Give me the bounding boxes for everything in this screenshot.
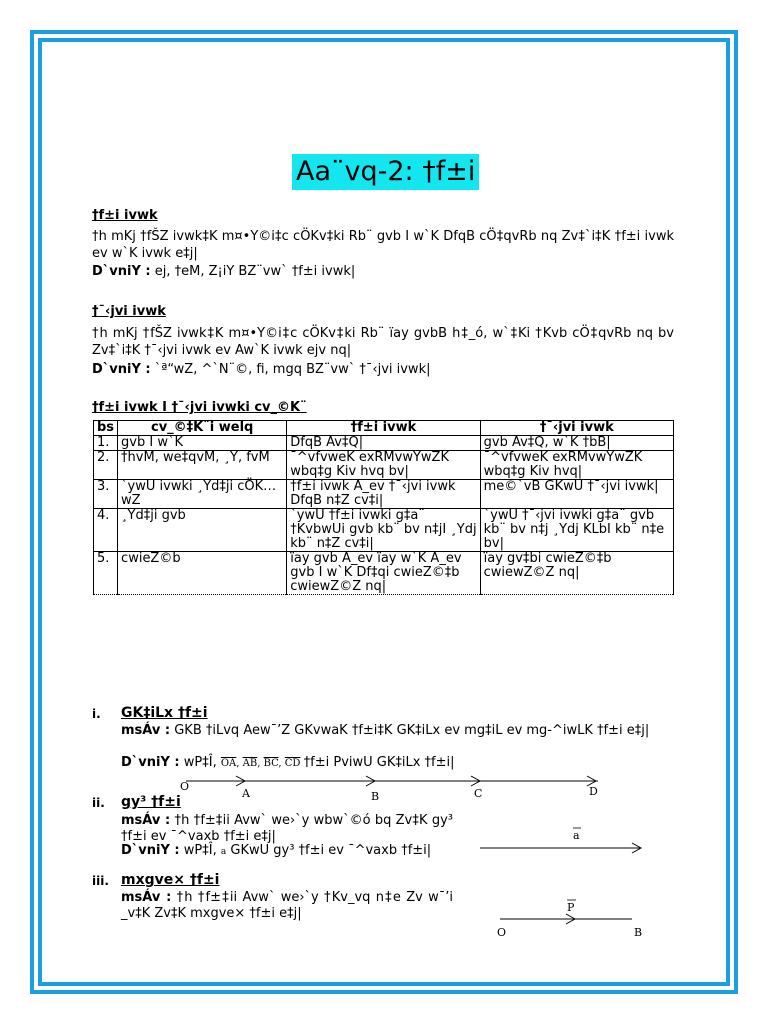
type-numeral: i.	[92, 707, 101, 721]
definition-text: GKB †iLvq Aew¯’Z GKvwaK †f±i‡K GK‡iLx ev mg‡iL ev mg-^iwLK †f±i e‡j|	[174, 723, 650, 738]
bound-vector-heading: mxgve× †f±i	[121, 872, 220, 888]
definition-label: msÁv :	[121, 890, 172, 905]
collinear-vector-heading: GK‡iLx †f±i	[121, 705, 208, 721]
table-cell: `ywU ivwki ¸Yd‡ji cÖK…wZ	[118, 480, 287, 509]
table-cell: †f±i ivwk A_ev †¯‹jvi ivwk DfqB n‡Z cv‡i|	[287, 480, 480, 509]
type-numeral: ii.	[92, 796, 105, 810]
example-tail: GKwU gy³ †f±i ev ¯^vaxb †f±i|	[230, 843, 432, 858]
table-row	[94, 451, 674, 480]
table-header-cell: †¯‹jvi ivwk	[480, 421, 673, 436]
scalar-definition: †h mKj †fŠZ ivwk‡K m¤•Y©i‡c cÖKv‡ki Rb¨ ïay gvbB h‡_ó, w`‡Ki †Kvb cÖ‡qvRb nq bv Zv‡`i‡K †¯‹jvi ivwk ev Aw`K ivwk ejv nq|	[92, 326, 674, 358]
table-cell: †hvM, we‡qvM, ¸Y, fvM	[118, 451, 287, 480]
table-cell: 1.	[94, 436, 118, 451]
point-label: A	[242, 787, 250, 800]
table-cell: ¯^vfvweK exRMvwYwZK wbq‡g Kiv hvq bv|	[287, 451, 480, 480]
vector-example	[92, 263, 674, 280]
point-label: D	[589, 785, 598, 798]
example-label: D`vniY :	[121, 755, 180, 770]
table-cell: me©`vB GKwU †¯‹jvi ivwk|	[480, 480, 673, 509]
definition-label: msÁv :	[121, 723, 171, 738]
table-cell: ¸Yd‡ji gvb	[118, 509, 287, 552]
table-cell: gvb I w`K	[118, 436, 287, 451]
scalar-example	[92, 361, 674, 378]
table-row	[94, 480, 674, 509]
table-cell: `ywU †f±i ivwki g‡a¨ †KvbwUi gvb kb¨ bv n‡jI ¸Ydj kb¨ n‡Z cv‡i|	[287, 509, 480, 552]
vector-definition: †h mKj †fŠZ ivwk‡K m¤•Y©i‡c cÖKv‡ki Rb¨ gvb I w`K DfqB cÖ‡qvRb nq Zv‡`i‡K †f±i ivwk ev w`K ivwk e‡j|	[92, 229, 674, 261]
scalar-example-text: `ª“wZ, ^`N¨©, fi, mgq BZ¨vw` †¯‹jvi ivwk|	[154, 362, 431, 377]
vector-label: $\overline{BC}$	[263, 758, 279, 769]
point-label: B	[634, 926, 643, 939]
type-numeral: iii.	[92, 874, 109, 888]
free-vector-heading: gy³ †f±i	[121, 794, 181, 810]
definition-text: †h †f±‡ii Avw` we›`y wbw`©ó bq Zv‡K gy³ †f±i ev ¯^vaxb †f±i e‡j|	[121, 813, 453, 844]
table-row	[94, 552, 674, 595]
table-row	[94, 436, 674, 451]
point-label: O	[180, 780, 190, 793]
free-vector-example	[121, 843, 453, 860]
bound-vector-definition	[121, 890, 453, 922]
scalar-example-label: D`vniY :	[92, 362, 151, 377]
table-cell: ¯^vfvweK exRMvwYwZK wbq‡g Kiv hvq|	[480, 451, 673, 480]
vector-p-label: P	[567, 901, 575, 914]
collinear-vector-definition	[121, 723, 674, 739]
collinear-vector-example: D`vniY : wP‡Î, $\overline{OA}$, $\overline{AB}$, $\overline{BC}$, $\overline{CD}$ †f±i PviwU GK‡iLx †f±i|	[121, 755, 455, 770]
table-header-cell: bs	[94, 421, 118, 436]
table-cell: `ywU †¯‹jvi ivwki g‡a¨ gvb kb¨ bv n‡j ¸Ydj KLbI kb¨ n‡e bv|	[480, 509, 673, 552]
free-vector-definition	[121, 813, 453, 845]
table-cell: ïay gv‡bi cwieZ©‡b cwiewZ©Z nq|	[480, 552, 673, 595]
table-header-row	[94, 421, 674, 436]
table-row	[94, 509, 674, 552]
table-header-cell: †f±i ivwk	[287, 421, 480, 436]
page-title: Aa¨vq-2: †f±i	[292, 154, 479, 190]
point-label: C	[474, 787, 483, 800]
comparison-heading: †f±i ivwk I †¯‹jvi ivwki cv_©K¨	[92, 400, 307, 415]
point-label: O	[497, 926, 507, 939]
example-text: wP‡Î,	[183, 843, 217, 858]
table-cell: 2.	[94, 451, 118, 480]
example-label: D`vniY :	[121, 843, 180, 858]
table-cell: 3.	[94, 480, 118, 509]
vector-label: $\overline{CD}$	[284, 758, 301, 769]
table-cell: ïay gvb A_ev ïay w`K A_ev gvb I w`K Df‡qi cwieZ©‡b cwiewZ©Z nq|	[287, 552, 480, 595]
example-text: wP‡Î,	[183, 755, 217, 770]
table-cell: 5.	[94, 552, 118, 595]
vector-label: $\overline{AB}$	[242, 758, 258, 769]
vector-label: a	[220, 847, 227, 857]
table-cell: gvb Av‡Q, w`K †bB|	[480, 436, 673, 451]
scalar-heading: †¯‹jvi ivwk	[92, 304, 166, 319]
table-cell: 4.	[94, 509, 118, 552]
example-tail: †f±i PviwU GK‡iLx †f±i|	[303, 755, 455, 770]
comparison-table	[93, 420, 674, 595]
vector-a-label: a	[573, 829, 580, 842]
definition-text: †h †f±‡ii Avw` we›`y †Kv_vq n‡e Zv w¯’i _v‡K Zv‡K mxgve× †f±i e‡j|	[121, 890, 453, 921]
table-header-cell: cv_©‡K¨i welq	[118, 421, 287, 436]
table-cell: DfqB Av‡Q|	[287, 436, 480, 451]
vector-example-text: ej, †eM, Z¡iY BZ¨vw` †f±i ivwk|	[154, 264, 356, 279]
vector-heading: †f±i ivwk	[92, 208, 158, 223]
definition-label: msÁv :	[121, 813, 171, 828]
vector-example-label: D`vniY :	[92, 264, 151, 279]
vector-label: $\overline{OA}$	[220, 758, 237, 769]
table-cell: cwieZ©b	[118, 552, 287, 595]
point-label: B	[371, 790, 380, 803]
